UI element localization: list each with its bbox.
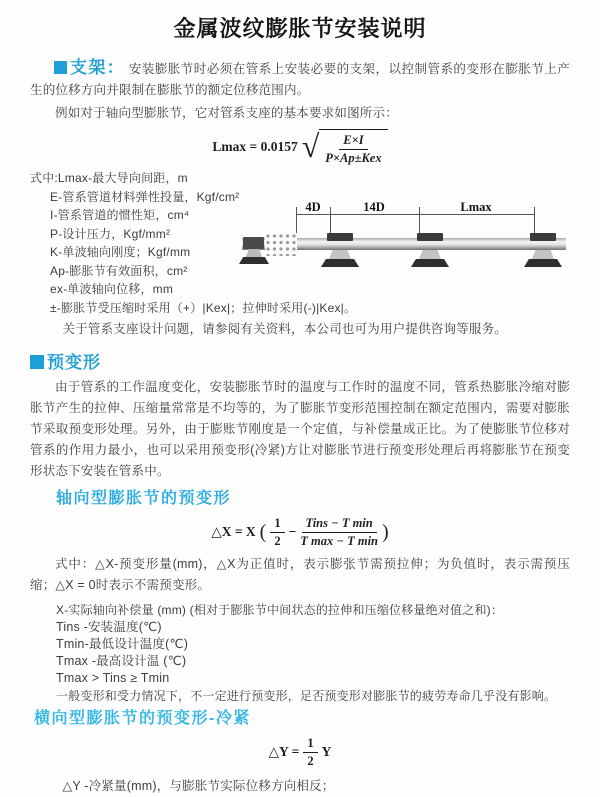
support-note: 关于管系支座设计问题，请参阅有关资料，本公司也可为用户提供咨询等服务。 [62,322,508,336]
definition-line: P-设计压力，Kgf/mm² [50,226,171,241]
axial-variable-line: Tmin-最低设计温度(℃) [56,637,189,651]
definition-line: I-管系管道的惯性矩，cm⁴ [50,208,190,222]
half-fraction [270,516,284,549]
predeform-paragraph: 由于管系的工作温度变化，安装膨胀节时的温度与工作时的温度不同，管系热膨胀冷缩对膨胀节产生的拉伸、压缩量常常是不均等的，为了膨胀节变形范围控制在额定范围内，需要对膨胀节采取预变形处理。另外，由于膨账节刚度是一个定值，与补偿量成正比。为了使膨胀节位移对管系的作用力最小，也可以采用预变形(冷紧)方让对膨胀节进行预变形处理后再将膨胀节在预变形状态下安装在管系中。 [30,380,570,478]
half-denominator: 2 [274,533,281,548]
half-fraction [303,736,317,769]
lmax-fraction-denominator: P×Ap±Kex [325,150,382,165]
lmax-formula-lhs: Lmax = 0.0157 [212,139,298,154]
right-paren: ) [382,521,389,543]
dimension-label-14d: 14D [363,200,385,214]
predeform-section-heading [30,353,570,373]
support-pedestal [419,250,441,259]
lmax-fraction [325,133,381,166]
definition-line: ±-膨胀节受压缩时采用（+）|Kex|；拉伸时采用(-)|Kex|。 [50,300,357,315]
lateral-subsection-heading: 横向型膨胀节的预变形-冷紧 [34,710,251,727]
half-numerator: 1 [270,516,284,533]
lateral-formula-lhs: △Y = [268,744,300,759]
definition-line: Ap-膨胀节有效面积，cm² [50,263,188,278]
definitions-section [30,169,570,340]
pipe-support [322,233,358,273]
definition-line: K-单波轴向刚度；Kgf/mm [50,245,191,259]
support-clamp [417,233,443,241]
axial-variable-line: Tmax -最高设计温 (℃) [56,654,187,668]
anchor-base [239,257,269,264]
support-intro-text: 安装膨胀节时必须在管系上安装必要的支架，以控制管系的变形在膨胀节上产生的位移方向并限制在膨胀节的额定位移范围内。 [30,62,570,97]
support-base [411,259,449,267]
page-title: 金属波纹膨胀节安装说明 [173,16,427,41]
left-paren: ( [259,521,267,543]
support-heading-label: 支架： [69,58,125,77]
temperature-fraction [300,516,378,549]
axial-variable-line: Tmax > Tins ≥ Tmin [56,671,170,685]
bellows-joint [265,233,297,256]
temperature-numerator: Tins − T min [302,516,377,533]
section-marker-icon [54,61,67,74]
support-clamp [327,233,353,241]
support-section-heading [54,58,125,77]
axial-variable-list [30,601,570,705]
support-intro-paragraph [30,57,570,101]
lateral-formula [30,737,570,767]
sqrt-symbol: √ [301,128,320,164]
half-denominator: 2 [307,753,314,768]
lmax-formula [30,129,570,165]
lateral-note: △Y -冷紧量(mm)，与膨胀节实际位移方向相反； [62,779,335,793]
minus-sign: − [288,524,297,539]
anchor-support [242,235,268,267]
axial-formula-lhs: △X = X [211,524,256,539]
definition-line: 式中:Lmax-最大导向间距，m [30,171,188,185]
predeform-heading-label: 预变形 [47,353,101,372]
dimension-label-4d: 4D [305,200,321,214]
example-line: 例如对于轴向型膨胀节，它对管系支座的基本要求如图所示： [55,106,398,120]
sqrt-body [319,129,387,166]
axial-variable-line: Tins -安装温度(℃) [56,620,162,634]
section-marker-icon [30,355,44,369]
axial-formula [30,515,570,549]
support-pedestal [329,250,351,259]
lateral-formula-rhs: Y [321,744,332,759]
support-clamp [530,233,556,241]
anchor-block [243,237,264,249]
support-pedestal [532,250,554,259]
support-base [321,259,359,267]
anchor-pedestal [246,249,262,257]
axial-note-line: 一般变形和受力情况下，不一定进行预变形，足否预变形对膨胀节的疲劳寿命几乎没有影响。 [56,689,557,703]
lmax-fraction-numerator: E×I [339,133,367,150]
pipe-support [525,233,561,273]
support-diagram [242,202,587,274]
definition-line: ex-单波轴向位移，mm [50,282,174,296]
pipe-support [412,233,448,273]
axial-variable-line: X-实际轴向补偿量 (mm) (相对于膨胀节中间状态的拉伸和压缩位移量绝对值之和)： [56,603,504,617]
half-numerator: 1 [303,736,317,753]
axial-explain-paragraph: 式中：△X-预变形量(mm)，△X为正值时，表示膨张节需预拉伸；为负值时，表示需预压缩；△X = 0时表示不需预变形。 [30,557,570,592]
dimension-label-lmax: Lmax [460,200,492,214]
support-base [524,259,562,267]
dimension-line [296,214,534,215]
temperature-denominator: T max − T min [300,533,378,548]
definition-line: E-管系管道材料弹性投量，Kgf/cm² [50,189,240,204]
axial-subsection-heading: 轴向型膨胀节的预变形 [56,490,232,507]
